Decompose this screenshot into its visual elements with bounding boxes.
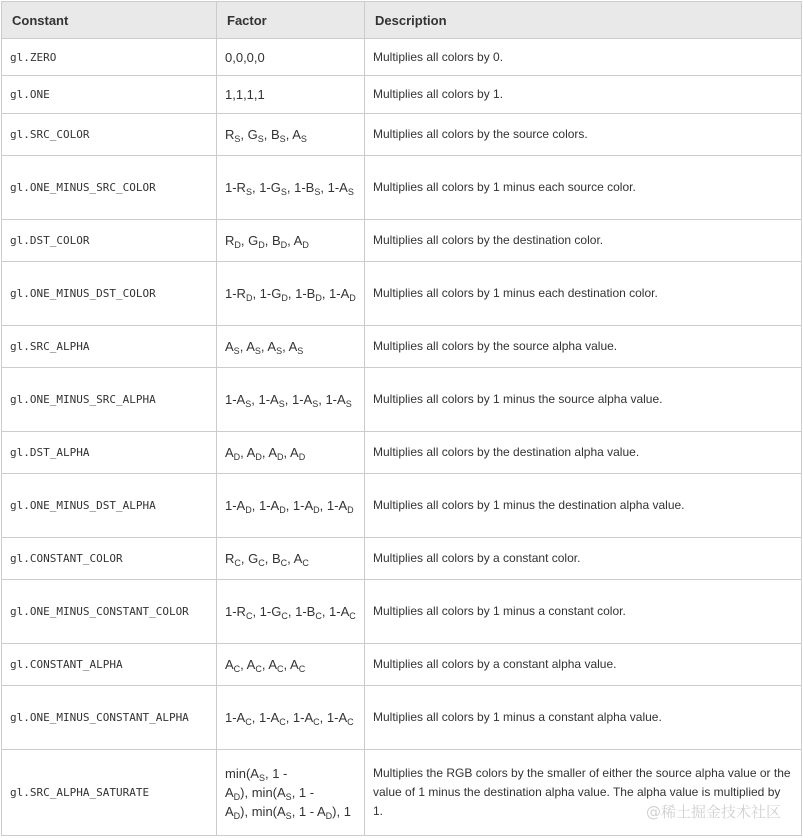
factor-term: , 1-G	[252, 604, 282, 619]
factor-subscript: D	[281, 293, 288, 303]
factor-subscript: C	[279, 717, 286, 727]
constant-cell: gl.CONSTANT_ALPHA	[2, 644, 217, 686]
description-cell: Multiplies all colors by 1 minus each source color.	[365, 156, 802, 220]
factor-term: , 1 - A	[225, 766, 288, 800]
factor-term: , 1-A	[285, 710, 314, 725]
factor-term: R	[225, 233, 235, 248]
watermark: @稀土掘金技术社区	[645, 803, 781, 821]
factor-subscript: S	[276, 346, 283, 356]
factor-term: , 1-G	[251, 180, 281, 195]
factor-term: 1-R	[225, 604, 246, 619]
factor-term: , A	[287, 233, 303, 248]
column-header-factor: Factor	[217, 2, 365, 39]
factor-subscript: D	[255, 452, 262, 462]
factor-cell	[217, 326, 365, 368]
factor-subscript: S	[285, 792, 292, 802]
description-cell: Multiplies all colors by 1.	[365, 76, 802, 114]
factor-subscript: D	[245, 505, 252, 515]
factor-subscript: D	[347, 505, 354, 515]
factor-subscript: S	[258, 773, 265, 783]
description-cell: Multiplies all colors by 1 minus a constant alpha value.	[365, 686, 802, 750]
factor-term: min(A	[225, 766, 259, 781]
blend-factor-table	[1, 1, 802, 836]
constant-cell: gl.ONE_MINUS_SRC_ALPHA	[2, 368, 217, 432]
factor-subscript: D	[258, 240, 265, 250]
factor-subscript: S	[314, 187, 321, 197]
factor-term: , B	[264, 233, 281, 248]
factor-subscript: C	[313, 717, 320, 727]
constant-cell: gl.ONE_MINUS_SRC_COLOR	[2, 156, 217, 220]
factor-term: , B	[263, 127, 280, 142]
factor-subscript: S	[280, 187, 287, 197]
description-cell: Multiplies the RGB colors by the smaller of either the source alpha value or the value of 1 minus the destination alpha value. The alpha value is multiplied by 1.	[365, 750, 802, 836]
factor-subscript: D	[234, 240, 241, 250]
factor-subscript: S	[278, 399, 285, 409]
factor-term: , A	[240, 657, 256, 672]
factor-term: 1-A	[225, 498, 246, 513]
factor-term: , 1-A	[320, 180, 348, 195]
factor-term: , 1-A	[321, 604, 350, 619]
factor-term: ), min(A	[240, 804, 286, 819]
factor-subscript: S	[245, 187, 252, 197]
factor-term: , A	[261, 657, 278, 672]
factor-term: , 1-A	[251, 710, 280, 725]
factor-cell	[217, 156, 365, 220]
factor-subscript: C	[298, 664, 306, 674]
factor-subscript: S	[297, 346, 304, 356]
factor-subscript: C	[245, 717, 252, 727]
description-cell: Multiplies all colors by 1 minus each destination color.	[365, 262, 802, 326]
factor-cell	[217, 39, 365, 76]
factor-term: , 1-A	[319, 498, 348, 513]
description-cell: Multiplies all colors by 1 minus the source alpha value.	[365, 368, 802, 432]
table-row	[2, 220, 802, 262]
factor-subscript: S	[245, 399, 252, 409]
factor-subscript: D	[279, 505, 286, 515]
factor-subscript: C	[347, 717, 354, 727]
factor-subscript: C	[277, 664, 284, 674]
factor-subscript: C	[281, 611, 288, 621]
factor-cell	[217, 686, 365, 750]
factor-subscript: D	[277, 452, 284, 462]
factor-subscript: S	[285, 811, 292, 821]
factor-cell	[217, 538, 365, 580]
column-header-constant: Constant	[2, 2, 217, 39]
factor-term: , 1-B	[287, 286, 316, 301]
factor-term: A	[225, 339, 234, 354]
factor-term: , A	[260, 339, 277, 354]
constant-cell: gl.ONE_MINUS_DST_ALPHA	[2, 474, 217, 538]
factor-subscript: C	[349, 611, 356, 621]
factor-term: , 1 - A	[225, 785, 315, 819]
factor-term: A	[225, 657, 234, 672]
factor-term: , A	[283, 657, 299, 672]
factor-term: R	[225, 551, 235, 566]
factor-term: , G	[240, 127, 258, 142]
description-cell: Multiplies all colors by the source alpha value.	[365, 326, 802, 368]
factor-term: 1-A	[225, 710, 246, 725]
factor-subscript: D	[302, 240, 309, 250]
factor-term: , A	[285, 127, 301, 142]
factor-term: , B	[264, 551, 281, 566]
constant-cell: gl.SRC_ALPHA_SATURATE	[2, 750, 217, 836]
constant-cell: gl.SRC_COLOR	[2, 114, 217, 156]
factor-term: 1,1,1,1	[225, 87, 265, 102]
factor-term: R	[225, 127, 235, 142]
table-row	[2, 432, 802, 474]
factor-term: , 1-A	[284, 392, 313, 407]
table-row	[2, 368, 802, 432]
factor-term: 1-A	[225, 392, 246, 407]
column-header-description: Description	[365, 2, 802, 39]
constant-cell: gl.ONE	[2, 76, 217, 114]
factor-subscript: S	[300, 134, 307, 144]
constant-cell: gl.SRC_ALPHA	[2, 326, 217, 368]
table-row	[2, 326, 802, 368]
factor-term: A	[225, 445, 234, 460]
factor-cell	[217, 368, 365, 432]
factor-term: 1-R	[225, 286, 246, 301]
table-row	[2, 538, 802, 580]
factor-cell	[217, 76, 365, 114]
factor-subscript: S	[345, 399, 352, 409]
constant-cell: gl.CONSTANT_COLOR	[2, 538, 217, 580]
factor-subscript: D	[298, 452, 306, 462]
factor-term: , 1-A	[318, 392, 346, 407]
factor-subscript: D	[325, 811, 333, 821]
factor-subscript: D	[280, 240, 288, 250]
factor-cell	[217, 580, 365, 644]
table-body	[2, 39, 802, 836]
constant-cell: gl.DST_COLOR	[2, 220, 217, 262]
factor-subscript: D	[349, 293, 356, 303]
table-row	[2, 686, 802, 750]
factor-term: , 1 - A	[291, 804, 326, 819]
table-row	[2, 114, 802, 156]
factor-term: , A	[239, 339, 255, 354]
factor-term: , A	[261, 445, 278, 460]
constant-cell: gl.DST_ALPHA	[2, 432, 217, 474]
description-cell: Multiplies all colors by the destination alpha value.	[365, 432, 802, 474]
factor-subscript: D	[233, 792, 241, 802]
table-row	[2, 644, 802, 686]
factor-cell	[217, 644, 365, 686]
factor-term: , 1-A	[321, 286, 350, 301]
factor-subscript: C	[255, 664, 262, 674]
factor-subscript: C	[234, 558, 241, 568]
factor-term: , G	[240, 233, 259, 248]
table-header-row	[2, 2, 802, 39]
factor-cell	[217, 474, 365, 538]
factor-term: , A	[240, 445, 256, 460]
factor-cell	[217, 114, 365, 156]
factor-subscript: D	[313, 505, 320, 515]
description-cell: Multiplies all colors by a constant color.	[365, 538, 802, 580]
factor-subscript: S	[257, 134, 264, 144]
factor-term: , 1-A	[285, 498, 314, 513]
factor-term: , 1-A	[319, 710, 348, 725]
table-row	[2, 76, 802, 114]
description-cell: Multiplies all colors by 1 minus a constant color.	[365, 580, 802, 644]
factor-term: , G	[240, 551, 259, 566]
factor-term: , 1-B	[287, 604, 316, 619]
factor-term: ), min(A	[240, 785, 286, 800]
factor-term: , A	[287, 551, 303, 566]
description-cell: Multiplies all colors by 0.	[365, 39, 802, 76]
factor-subscript: S	[347, 187, 354, 197]
factor-term: , 1-B	[286, 180, 315, 195]
description-cell: Multiplies all colors by the source colors.	[365, 114, 802, 156]
factor-subscript: C	[233, 664, 241, 674]
factor-subscript: S	[312, 399, 319, 409]
factor-term: 0,0,0,0	[225, 49, 265, 65]
constant-cell: gl.ONE_MINUS_CONSTANT_COLOR	[2, 580, 217, 644]
factor-term: , A	[282, 339, 298, 354]
factor-term: , 1-A	[251, 498, 280, 513]
constant-cell: gl.ONE_MINUS_DST_COLOR	[2, 262, 217, 326]
factor-term: , 1-G	[252, 286, 282, 301]
table-row	[2, 39, 802, 76]
factor-subscript: S	[279, 134, 286, 144]
factor-subscript: C	[302, 558, 309, 568]
table-row	[2, 474, 802, 538]
factor-term: ), 1	[332, 804, 351, 819]
factor-subscript: C	[258, 558, 265, 568]
factor-subscript: S	[254, 346, 261, 356]
table-row	[2, 156, 802, 220]
description-cell: Multiplies all colors by a constant alpha value.	[365, 644, 802, 686]
factor-subscript: S	[234, 134, 241, 144]
table-row	[2, 750, 802, 836]
constant-cell: gl.ZERO	[2, 39, 217, 76]
table-row	[2, 262, 802, 326]
factor-term: , 1-A	[251, 392, 279, 407]
description-cell: Multiplies all colors by the destination color.	[365, 220, 802, 262]
factor-subscript: D	[233, 452, 241, 462]
constant-cell: gl.ONE_MINUS_CONSTANT_ALPHA	[2, 686, 217, 750]
factor-subscript: S	[233, 346, 240, 356]
factor-cell	[217, 220, 365, 262]
factor-subscript: D	[315, 293, 322, 303]
factor-term: , A	[283, 445, 299, 460]
table-row	[2, 580, 802, 644]
factor-cell	[217, 750, 365, 836]
description-cell: Multiplies all colors by 1 minus the destination alpha value.	[365, 474, 802, 538]
factor-subscript: D	[233, 811, 241, 821]
factor-subscript: C	[315, 611, 322, 621]
factor-subscript: C	[280, 558, 288, 568]
factor-subscript: D	[245, 293, 253, 303]
factor-term: 1-R	[225, 180, 246, 195]
factor-subscript: C	[245, 611, 253, 621]
factor-cell	[217, 262, 365, 326]
factor-cell	[217, 432, 365, 474]
